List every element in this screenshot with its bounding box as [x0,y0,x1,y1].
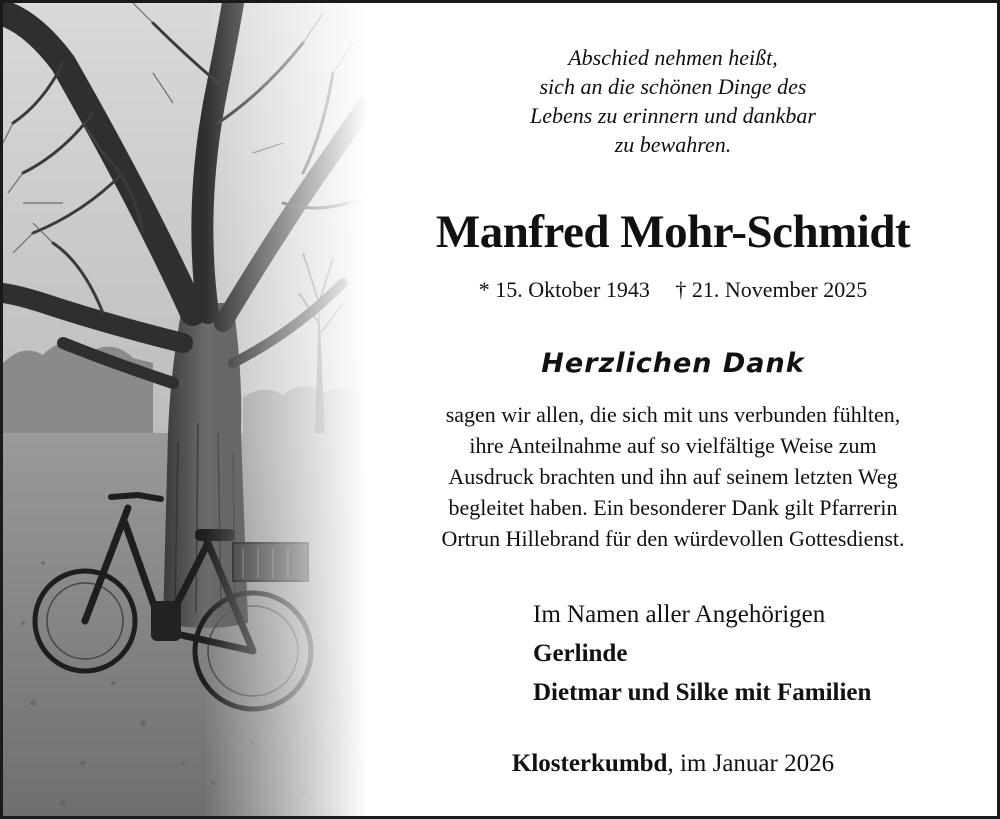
mourner-name: Gerlinde [533,640,628,667]
thanks-text [373,399,973,554]
thanks-line: sagen wir allen, die sich mit uns verbunden fühlten, [445,402,901,427]
quote-line: sich an die schönen Dinge des [539,74,807,99]
thanks-line: Ausdruck brachten und ihn auf seinem letzten Weg [448,464,898,489]
obituary-text [373,3,973,819]
quote-line: Abschied nehmen heißt, [568,45,778,70]
signoff [533,595,973,712]
thanks-line: ihre Anteilnahme auf so vielfältige Weise zum [469,433,877,458]
tree-with-bicycle-photo [3,3,368,819]
place-and-date [373,750,973,778]
death-date: † 21. November 2025 [675,277,868,302]
thanks-heading: Herzlichen Dank [541,348,805,379]
deceased-name: Manfred Mohr-Schmidt [435,206,911,258]
birth-date: * 15. Oktober 1943 [478,277,650,302]
place-town: Klosterkumbd [511,750,668,777]
signoff-intro: Im Namen aller Angehörigen [533,601,826,628]
place-date: , im Januar 2026 [667,750,835,777]
farewell-quote [373,43,973,159]
quote-line: Lebens zu erinnern und dankbar [530,103,816,128]
mourner-name: Dietmar und Silke mit Familien [533,679,872,706]
thanks-line: Ortrun Hillebrand für den würdevollen Gottesdienst. [441,526,905,551]
thanks-line: begleitet haben. Ein besonderer Dank gilt Pfarrerin [448,495,898,520]
life-dates [373,277,973,303]
quote-line: zu bewahren. [614,132,732,157]
